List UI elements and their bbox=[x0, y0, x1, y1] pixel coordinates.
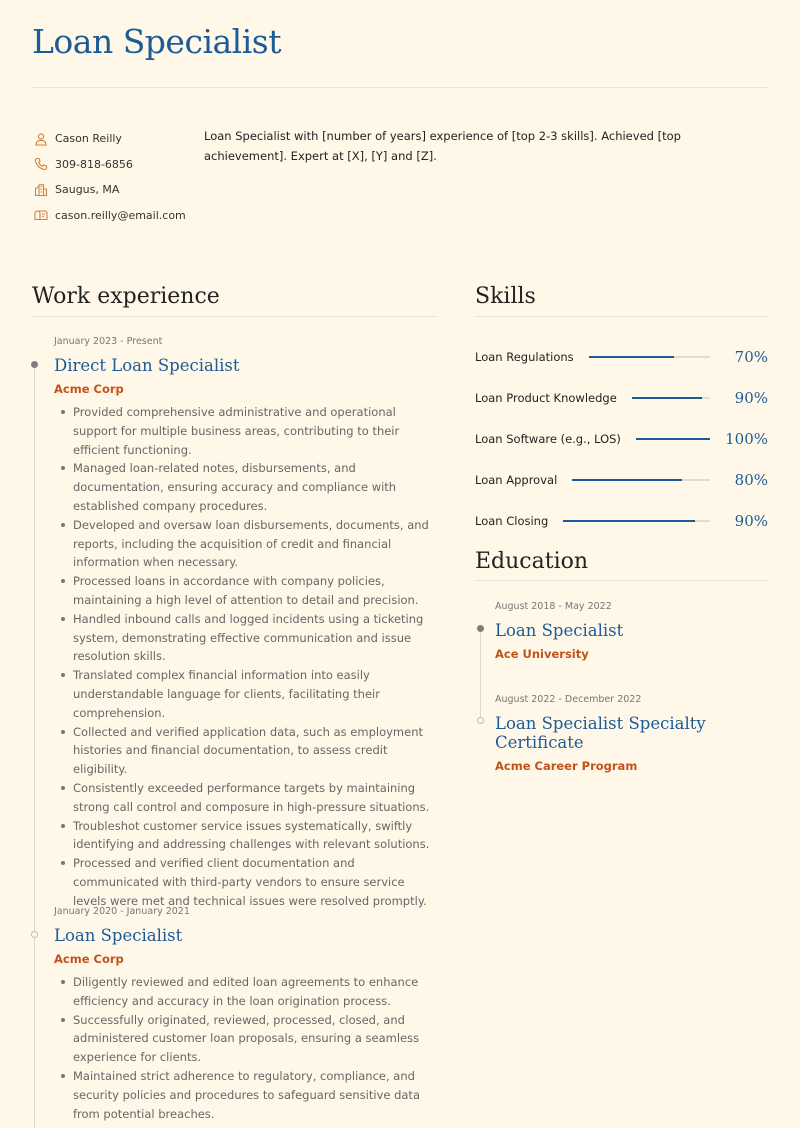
skills-heading: Skills bbox=[475, 284, 536, 309]
skill-item bbox=[475, 501, 768, 542]
skill-name: Loan Closing bbox=[475, 514, 549, 529]
skill-bar-fill bbox=[572, 479, 682, 481]
skill-name: Loan Regulations bbox=[475, 349, 574, 364]
contact-phone bbox=[34, 152, 186, 178]
skill-bar-fill bbox=[636, 438, 710, 440]
skill-bar-fill bbox=[632, 397, 702, 399]
skill-item bbox=[475, 377, 768, 418]
skill-percent: 90% bbox=[734, 388, 768, 407]
education-timeline-line bbox=[480, 630, 481, 720]
building-icon bbox=[34, 183, 48, 197]
job-bullet: Processed and verified client documentation and communicated with third-party vendors to ensure service levels were met and technical issues were resolved promptly. bbox=[54, 854, 438, 910]
job-bullet: Processed loans in accordance with company policies, maintaining a high level of attention to detail and precision. bbox=[54, 572, 438, 610]
person-icon bbox=[34, 132, 48, 146]
skill-name: Loan Software (e.g., LOS) bbox=[475, 431, 621, 446]
education-date: August 2018 - May 2022 bbox=[495, 601, 612, 612]
education-school: Acme Career Program bbox=[495, 759, 638, 773]
education-dot-first bbox=[477, 625, 484, 632]
skill-name: Loan Approval bbox=[475, 473, 558, 488]
education-divider bbox=[475, 580, 768, 581]
skill-item bbox=[475, 460, 768, 501]
contact-location bbox=[34, 177, 186, 203]
job-bullet: Managed loan-related notes, disbursements, and documentation, ensuring accuracy and compliance with established company procedures. bbox=[54, 459, 438, 515]
phone-icon bbox=[34, 157, 48, 171]
skill-bar bbox=[572, 479, 710, 481]
header-divider bbox=[32, 87, 768, 88]
skill-percent: 70% bbox=[734, 347, 768, 366]
contact-phone-text: 309-818-6856 bbox=[55, 157, 133, 171]
contact-email-text[interactable]: cason.reilly@email.com bbox=[55, 208, 186, 222]
job-entry bbox=[54, 336, 438, 911]
skill-percent: 80% bbox=[734, 471, 768, 490]
education-degree: Loan Specialist Specialty Certificate bbox=[495, 714, 706, 752]
job-bullet: Diligently reviewed and edited loan agreements to enhance efficiency and accuracy in the loan origination process. bbox=[54, 973, 438, 1011]
skill-bar bbox=[563, 520, 710, 522]
work-experience-divider bbox=[32, 316, 437, 317]
skill-item bbox=[475, 336, 768, 377]
skill-bar bbox=[636, 438, 710, 440]
job-bullet: Developed and oversaw loan disbursements, documents, and reports, including the acquisition of credit and financial information when necessary. bbox=[54, 516, 438, 572]
resume-name: Loan Specialist bbox=[32, 22, 281, 61]
timeline-dot-past bbox=[31, 931, 38, 938]
skill-bar-fill bbox=[589, 356, 674, 358]
job-bullet: Successfully originated, reviewed, processed, closed, and administered customer loan proposals, ensuring a seamless experience for clients. bbox=[54, 1011, 438, 1067]
job-bullets bbox=[54, 403, 438, 911]
skill-percent: 100% bbox=[725, 429, 768, 448]
summary-text: Loan Specialist with [number of years] experience of [top 2-3 skills]. Achieved [top achievement]. Expert at [X], [Y] and [Z]. bbox=[204, 129, 681, 163]
contact-list bbox=[34, 126, 186, 228]
job-date: January 2023 - Present bbox=[54, 336, 163, 347]
mailbox-icon bbox=[34, 208, 48, 222]
job-title: Loan Specialist bbox=[54, 926, 183, 945]
job-bullets bbox=[54, 973, 438, 1123]
contact-location-text: Saugus, MA bbox=[55, 183, 120, 197]
skill-bar bbox=[632, 397, 710, 399]
skill-percent: 90% bbox=[734, 512, 768, 531]
skill-bar bbox=[589, 356, 710, 358]
education-school: Ace University bbox=[495, 647, 589, 661]
job-company: Acme Corp bbox=[54, 382, 124, 396]
job-bullet: Provided comprehensive administrative and operational support for multiple business areas, contributing to their efficient functioning. bbox=[54, 403, 438, 459]
timeline-dot-current bbox=[31, 361, 38, 368]
job-bullet: Maintained strict adherence to regulatory, compliance, and security policies and procedures to safeguard sensitive data from potential breaches. bbox=[54, 1067, 438, 1123]
contact-name-text: Cason Reilly bbox=[55, 132, 122, 146]
education-heading: Education bbox=[475, 549, 589, 574]
job-bullet: Troubleshot customer service issues systematically, swiftly identifying and addressing challenges with relevant solutions. bbox=[54, 817, 438, 855]
skill-bar-fill bbox=[563, 520, 695, 522]
job-date: January 2020 - January 2021 bbox=[54, 906, 190, 917]
job-company: Acme Corp bbox=[54, 952, 124, 966]
skills-divider bbox=[475, 316, 768, 317]
job-bullet: Collected and verified application data, such as employment histories and financial documentation, to assess credit eligibility. bbox=[54, 723, 438, 779]
contact-name bbox=[34, 126, 186, 152]
work-timeline-line bbox=[34, 364, 35, 1128]
job-title: Direct Loan Specialist bbox=[54, 356, 240, 375]
education-date: August 2022 - December 2022 bbox=[495, 694, 642, 705]
education-entry bbox=[495, 601, 775, 661]
skill-item bbox=[475, 418, 768, 459]
skill-name: Loan Product Knowledge bbox=[475, 390, 617, 405]
education-dot-second bbox=[477, 717, 484, 724]
work-experience-heading: Work experience bbox=[32, 284, 220, 309]
job-bullet: Consistently exceeded performance targets by maintaining strong call control and composure in high-pressure situations. bbox=[54, 779, 438, 817]
job-bullet: Handled inbound calls and logged incidents using a ticketing system, demonstrating effective communication and issue resolution skills. bbox=[54, 610, 438, 666]
education-degree: Loan Specialist bbox=[495, 621, 624, 640]
job-bullet: Translated complex financial information into easily understandable language for clients, facilitating their comprehension. bbox=[54, 666, 438, 722]
contact-email bbox=[34, 203, 186, 229]
job-entry bbox=[54, 906, 438, 1123]
education-entry bbox=[495, 694, 775, 773]
skills-list bbox=[475, 336, 768, 542]
